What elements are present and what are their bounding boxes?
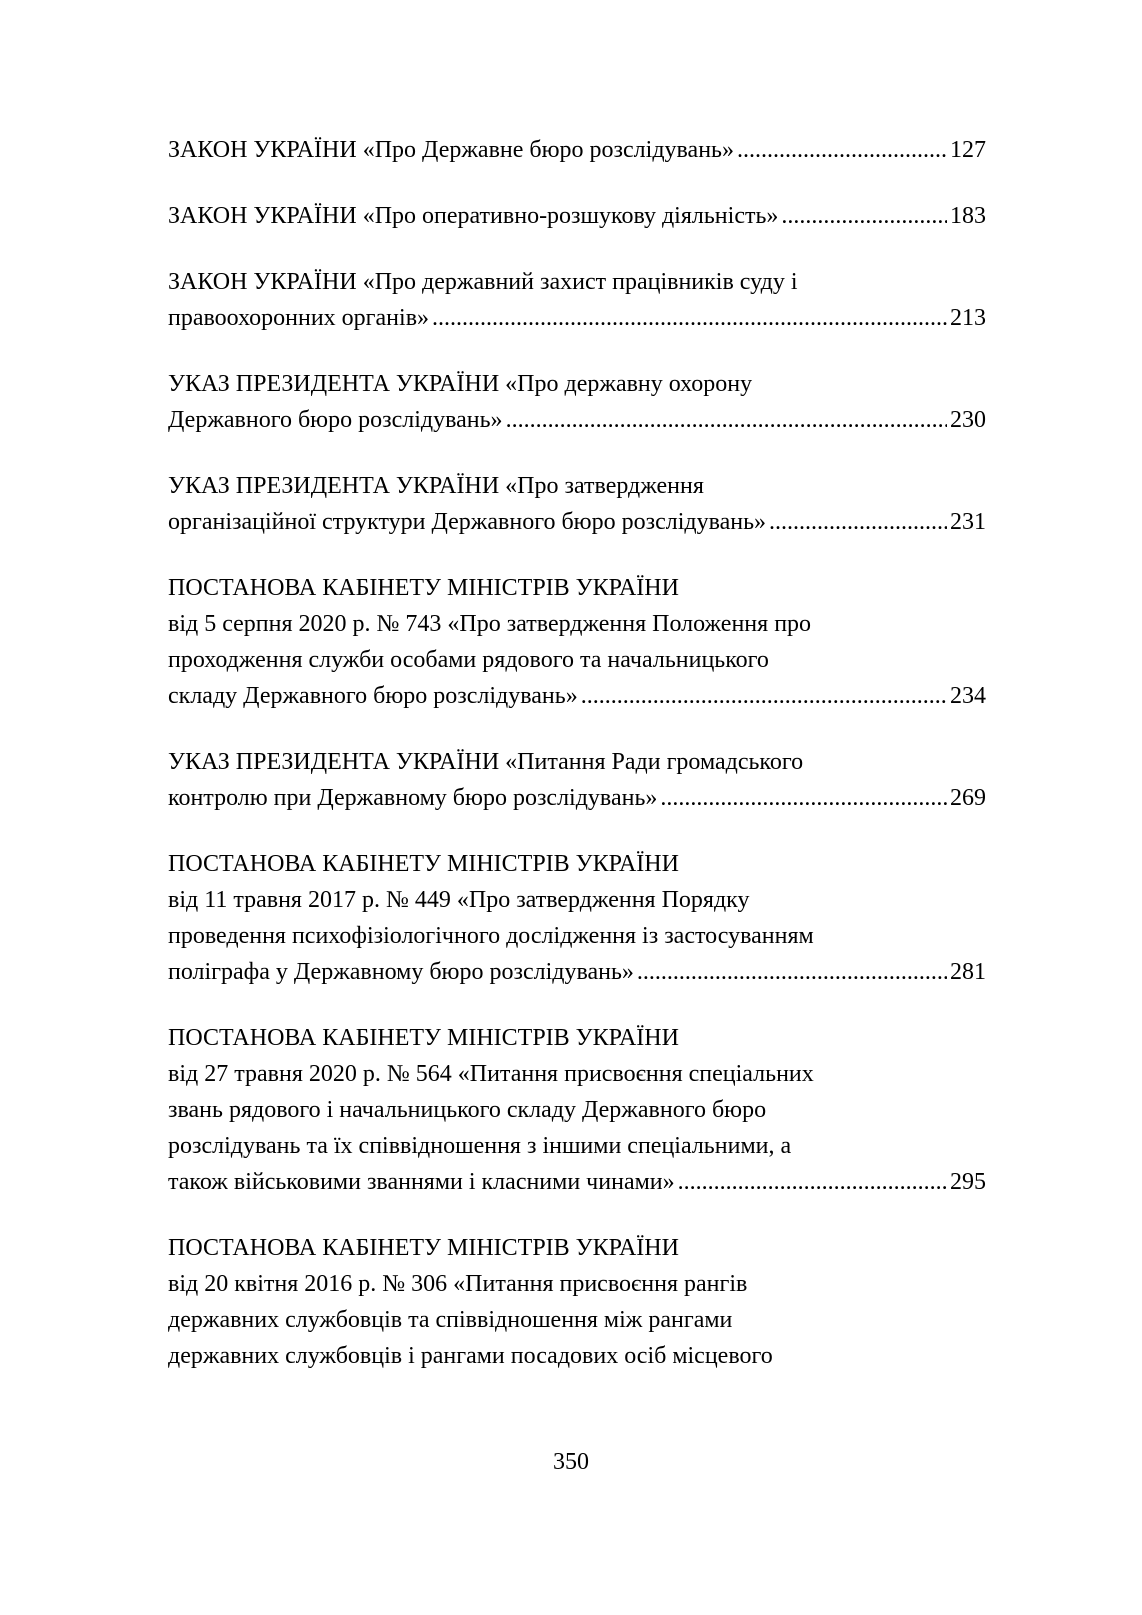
toc-entry-text: державних службовців і рангами посадових осіб місцевого bbox=[168, 1343, 773, 1369]
toc-entry bbox=[168, 1230, 986, 1374]
toc-entry-text: ЗАКОН УКРАЇНИ «Про державний захист працівників суду і bbox=[168, 269, 798, 295]
toc-line bbox=[168, 570, 986, 606]
dot-leader bbox=[637, 954, 947, 990]
dot-leader bbox=[781, 198, 947, 234]
toc-entry-text: державних службовців та співвідношення між рангами bbox=[168, 1307, 733, 1333]
toc-line bbox=[168, 1020, 986, 1056]
toc-line bbox=[168, 1302, 986, 1338]
toc-line bbox=[168, 468, 986, 504]
toc-line bbox=[168, 1092, 986, 1128]
toc-entry-text: правоохоронних органів» bbox=[168, 305, 430, 331]
toc-page-number: 213 bbox=[950, 305, 986, 331]
footer-page-number: 350 bbox=[553, 1449, 589, 1475]
toc-line bbox=[168, 744, 986, 780]
dot-leader bbox=[660, 780, 947, 816]
toc-entry-text: від 5 серпня 2020 р. № 743 «Про затвердження Положення про bbox=[168, 611, 812, 637]
toc-entry-text: також військовими званнями і класними чинами» bbox=[168, 1169, 675, 1195]
toc-entry-text: УКАЗ ПРЕЗИДЕНТА УКРАЇНИ «Питання Ради громадського bbox=[168, 749, 804, 775]
dot-leader bbox=[506, 402, 947, 438]
toc-line bbox=[168, 918, 986, 954]
toc-entry-text: УКАЗ ПРЕЗИДЕНТА УКРАЇНИ «Про затвердження bbox=[168, 473, 704, 499]
toc-line bbox=[168, 1056, 986, 1092]
toc-line bbox=[168, 954, 986, 990]
toc-entry bbox=[168, 198, 986, 234]
toc-entry-text: проведення психофізіологічного дослідження із застосуванням bbox=[168, 923, 814, 949]
toc-page-number: 295 bbox=[950, 1169, 986, 1195]
toc-entry-text: поліграфа у Державному бюро розслідувань» bbox=[168, 959, 634, 985]
toc-page-number: 234 bbox=[950, 683, 986, 709]
dot-leader bbox=[581, 678, 947, 714]
toc-line bbox=[168, 780, 986, 816]
dot-leader bbox=[769, 504, 947, 540]
toc-page-number: 231 bbox=[950, 509, 986, 535]
toc-line bbox=[168, 1164, 986, 1200]
toc-entry-text: від 27 травня 2020 р. № 564 «Питання присвоєння спеціальних bbox=[168, 1061, 814, 1087]
toc-entry bbox=[168, 1020, 986, 1200]
toc-entry bbox=[168, 846, 986, 990]
toc-entry bbox=[168, 132, 986, 168]
toc-entry-text: звань рядового і начальницького складу Державного бюро bbox=[168, 1097, 767, 1123]
toc-entry bbox=[168, 468, 986, 540]
toc-line bbox=[168, 1338, 986, 1374]
toc-line bbox=[168, 846, 986, 882]
toc-line bbox=[168, 504, 986, 540]
toc-page-number: 230 bbox=[950, 407, 986, 433]
toc-entry-text: ЗАКОН УКРАЇНИ «Про оперативно-розшукову діяльність» bbox=[168, 203, 779, 229]
dot-leader bbox=[737, 132, 947, 168]
toc-entry-text: від 11 травня 2017 р. № 449 «Про затвердження Порядку bbox=[168, 887, 750, 913]
toc-entry-text: розслідувань та їх співвідношення з іншими спеціальними, а bbox=[168, 1133, 792, 1159]
toc-line bbox=[168, 1230, 986, 1266]
toc-entry bbox=[168, 570, 986, 714]
toc-page-number: 269 bbox=[950, 785, 986, 811]
toc-line bbox=[168, 606, 986, 642]
toc-entry-text: від 20 квітня 2016 р. № 306 «Питання присвоєння рангів bbox=[168, 1271, 748, 1297]
toc-entry-text: Державного бюро розслідувань» bbox=[168, 407, 503, 433]
toc-line bbox=[168, 198, 986, 234]
toc-line bbox=[168, 678, 986, 714]
toc-entry-text: проходження служби особами рядового та начальницького bbox=[168, 647, 769, 673]
dot-leader bbox=[678, 1164, 947, 1200]
toc-line bbox=[168, 402, 986, 438]
toc-entry-text: складу Державного бюро розслідувань» bbox=[168, 683, 578, 709]
toc-list bbox=[168, 132, 986, 1404]
toc-entry-text: ЗАКОН УКРАЇНИ «Про Державне бюро розслідувань» bbox=[168, 137, 734, 163]
toc-entry-text: ПОСТАНОВА КАБІНЕТУ МІНІСТРІВ УКРАЇНИ bbox=[168, 1235, 679, 1261]
toc-entry-text: УКАЗ ПРЕЗИДЕНТА УКРАЇНИ «Про державну охорону bbox=[168, 371, 753, 397]
toc-entry bbox=[168, 264, 986, 336]
toc-line bbox=[168, 132, 986, 168]
toc-entry-text: ПОСТАНОВА КАБІНЕТУ МІНІСТРІВ УКРАЇНИ bbox=[168, 851, 679, 877]
dot-leader bbox=[432, 300, 947, 336]
toc-line bbox=[168, 366, 986, 402]
toc-line bbox=[168, 882, 986, 918]
toc-page-number: 183 bbox=[950, 203, 986, 229]
toc-entry-text: ПОСТАНОВА КАБІНЕТУ МІНІСТРІВ УКРАЇНИ bbox=[168, 575, 679, 601]
toc-page-number: 127 bbox=[950, 137, 986, 163]
toc-page-number: 281 bbox=[950, 959, 986, 985]
toc-line bbox=[168, 264, 986, 300]
toc-entry bbox=[168, 744, 986, 816]
toc-entry bbox=[168, 366, 986, 438]
toc-line bbox=[168, 1266, 986, 1302]
toc-line bbox=[168, 642, 986, 678]
toc-line bbox=[168, 300, 986, 336]
toc-entry-text: організаційної структури Державного бюро розслідувань» bbox=[168, 509, 767, 535]
toc-line bbox=[168, 1128, 986, 1164]
toc-entry-text: контролю при Державному бюро розслідувань» bbox=[168, 785, 658, 811]
toc-entry-text: ПОСТАНОВА КАБІНЕТУ МІНІСТРІВ УКРАЇНИ bbox=[168, 1025, 679, 1051]
